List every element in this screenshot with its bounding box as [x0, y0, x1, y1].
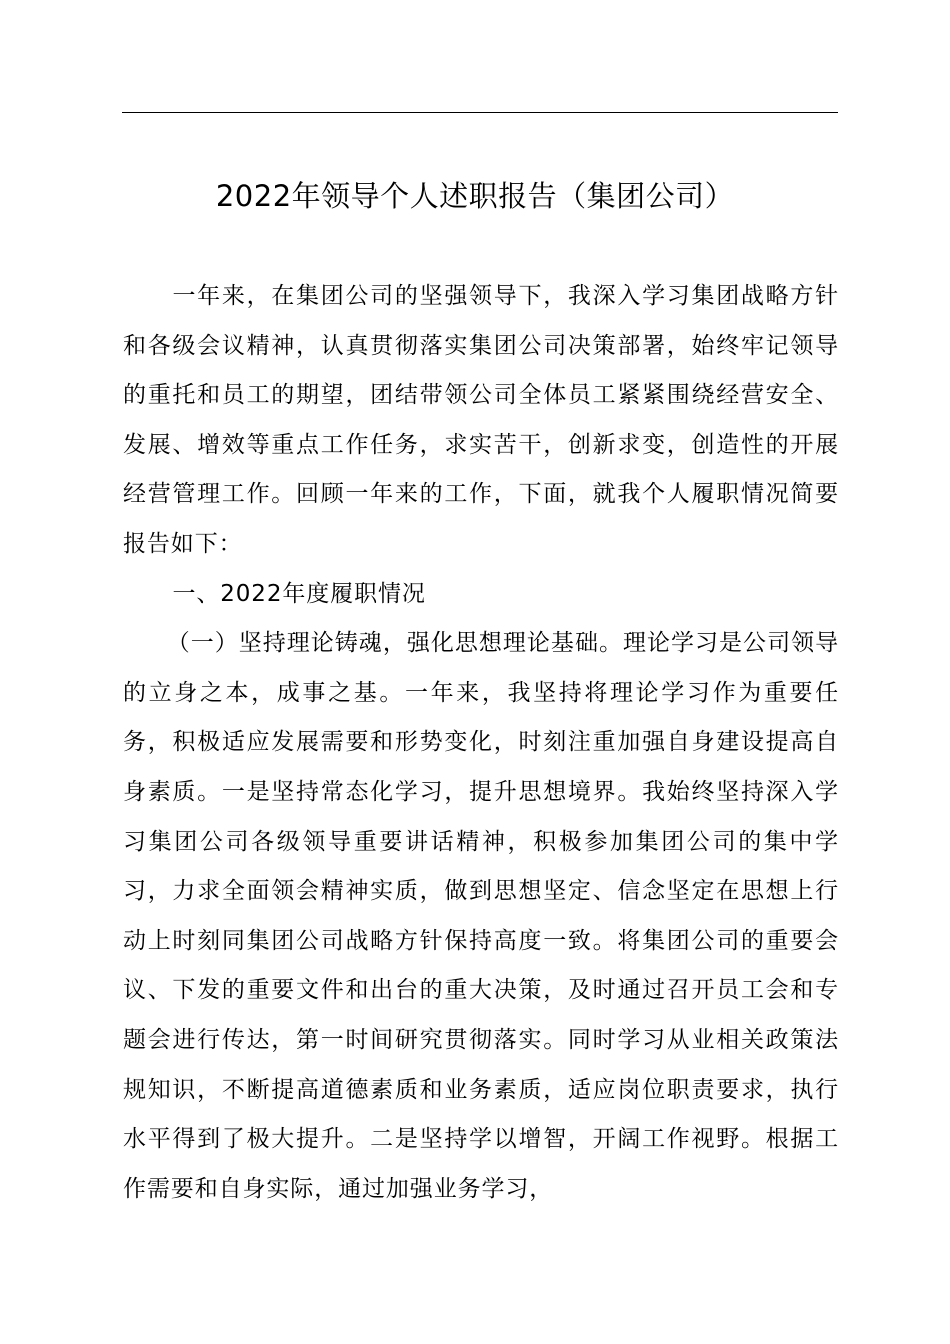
- document-title: 2022年领导个人述职报告（集团公司）: [215, 179, 735, 213]
- header-rule: [122, 112, 838, 113]
- document-body: [123, 272, 839, 1214]
- section-heading: 一、2022年度履职情况: [172, 580, 426, 607]
- section-paragraph: （一）坚持理论铸魂，强化思想理论基础。理论学习是公司领导的立身之本，成事之基。一年来，我坚持将理论学习作为重要任务，积极适应发展需要和形势变化，时刻注重加强自身建设提高自身素质。一是坚持常态化学习，提升思想境界。我始终坚持深入学习集团公司各级领导重要讲话精神，积极参加集团公司的集中学习，力求全面领会精神实质，做到思想坚定、信念坚定在思想上行动上时刻同集团公司战略方针保持高度一致。将集团公司的重要会议、下发的重要文件和出台的重大决策，及时通过召开员工会和专题会进行传达，第一时间研究贯彻落实。同时学习从业相关政策法规知识，不断提高道德素质和业务素质，适应岗位职责要求，执行水平得到了极大提升。二是坚持学以增智，开阔工作视野。根据工作需要和自身实际，通过加强业务学习，: [123, 630, 839, 1202]
- intro-paragraph: 一年来，在集团公司的坚强领导下，我深入学习集团战略方针和各级会议精神，认真贯彻落实集团公司决策部署，始终牢记领导的重托和员工的期望，团结带领公司全体员工紧紧围绕经营安全、发展、增效等重点工作任务，求实苦干，创新求变，创造性的开展经营管理工作。回顾一年来的工作，下面，就我个人履职情况简要报告如下：: [123, 283, 839, 557]
